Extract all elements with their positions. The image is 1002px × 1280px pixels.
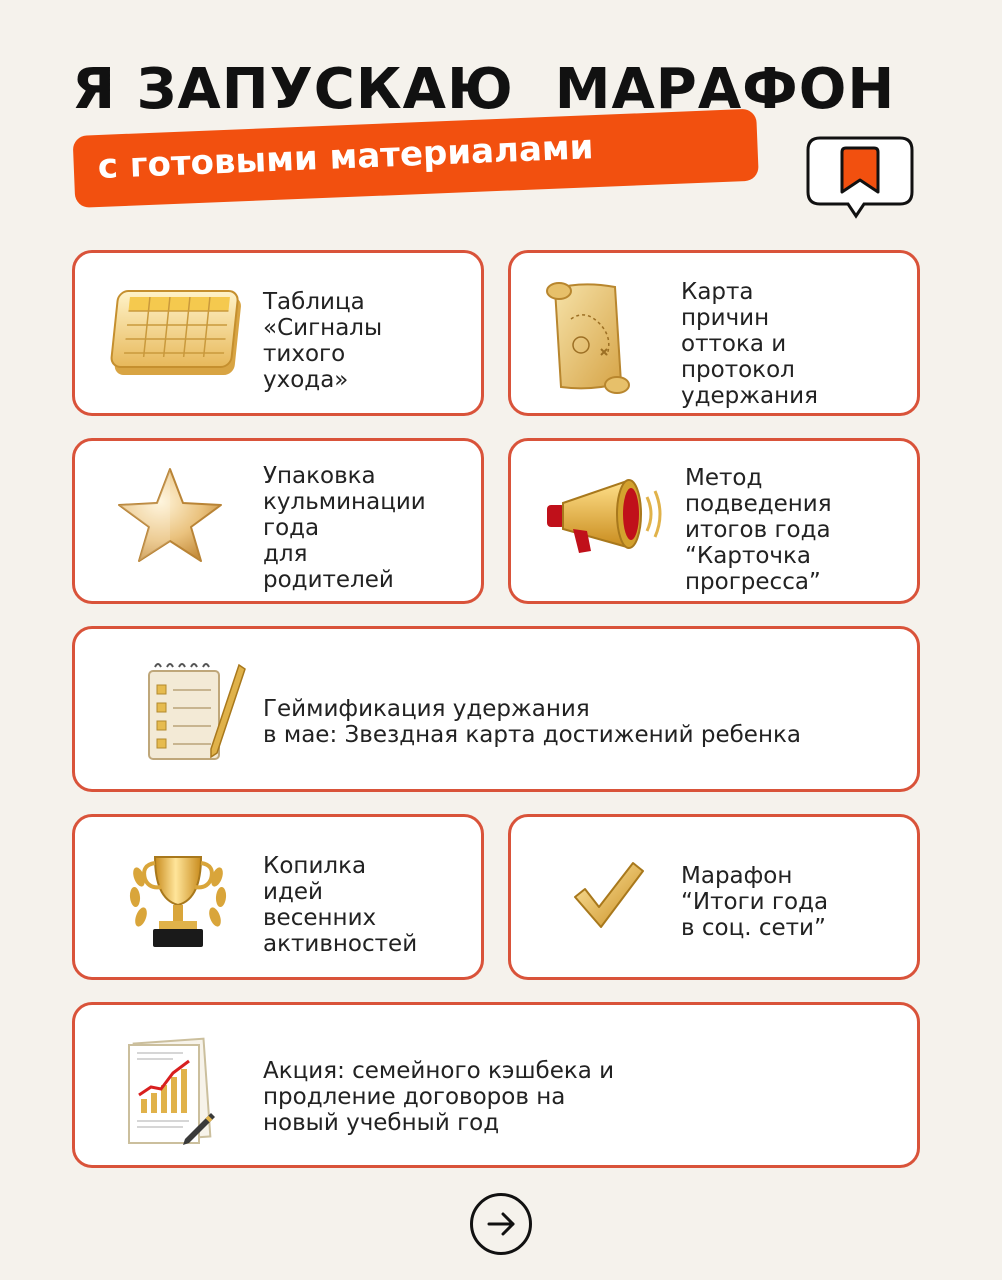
page-title: Я ЗАПУСКАЮ МАРАФОН bbox=[72, 57, 896, 122]
megaphone-icon bbox=[543, 475, 667, 564]
card-year-marathon[interactable] bbox=[508, 814, 920, 980]
card-text: Акция: семейного кэшбека и продление договоров на новый учебный год bbox=[263, 1058, 615, 1136]
card-text: Таблица «Сигналы тихого ухода» bbox=[263, 289, 383, 393]
subtitle-banner bbox=[73, 109, 759, 208]
treasure-map-icon bbox=[541, 279, 635, 402]
card-text: Карта причин оттока и протокол удержания bbox=[681, 279, 818, 409]
card-table-signals[interactable] bbox=[72, 250, 484, 416]
arrow-right-icon bbox=[473, 1196, 529, 1252]
bookmark-icon bbox=[806, 136, 914, 220]
star-icon bbox=[115, 465, 225, 570]
next-button[interactable] bbox=[470, 1193, 532, 1255]
trophy-icon bbox=[125, 847, 231, 958]
card-cashback-promo[interactable] bbox=[72, 1002, 920, 1168]
card-text: Геймификация удержания в мае: Звездная карта достижений ребенка bbox=[263, 696, 801, 748]
card-gamification[interactable] bbox=[72, 626, 920, 792]
card-progress-method[interactable] bbox=[508, 438, 920, 604]
table-icon bbox=[109, 287, 243, 384]
checkmark-icon bbox=[571, 859, 645, 938]
card-year-culmination[interactable] bbox=[72, 438, 484, 604]
growth-chart-document-icon bbox=[123, 1033, 219, 1154]
card-text: Метод подведения итогов года “Карточка прогресса” bbox=[685, 465, 832, 595]
subtitle-text: с готовыми материалами bbox=[97, 127, 595, 188]
card-text: Копилка идей весенних активностей bbox=[263, 853, 418, 957]
bookmark-button[interactable] bbox=[806, 136, 914, 220]
card-churn-map[interactable] bbox=[508, 250, 920, 416]
card-text: Упаковка кульминации года для родителей bbox=[263, 463, 426, 593]
card-text: Марафон “Итоги года в соц. сети” bbox=[681, 863, 829, 941]
card-spring-ideas[interactable] bbox=[72, 814, 484, 980]
checklist-notepad-icon bbox=[141, 659, 251, 768]
